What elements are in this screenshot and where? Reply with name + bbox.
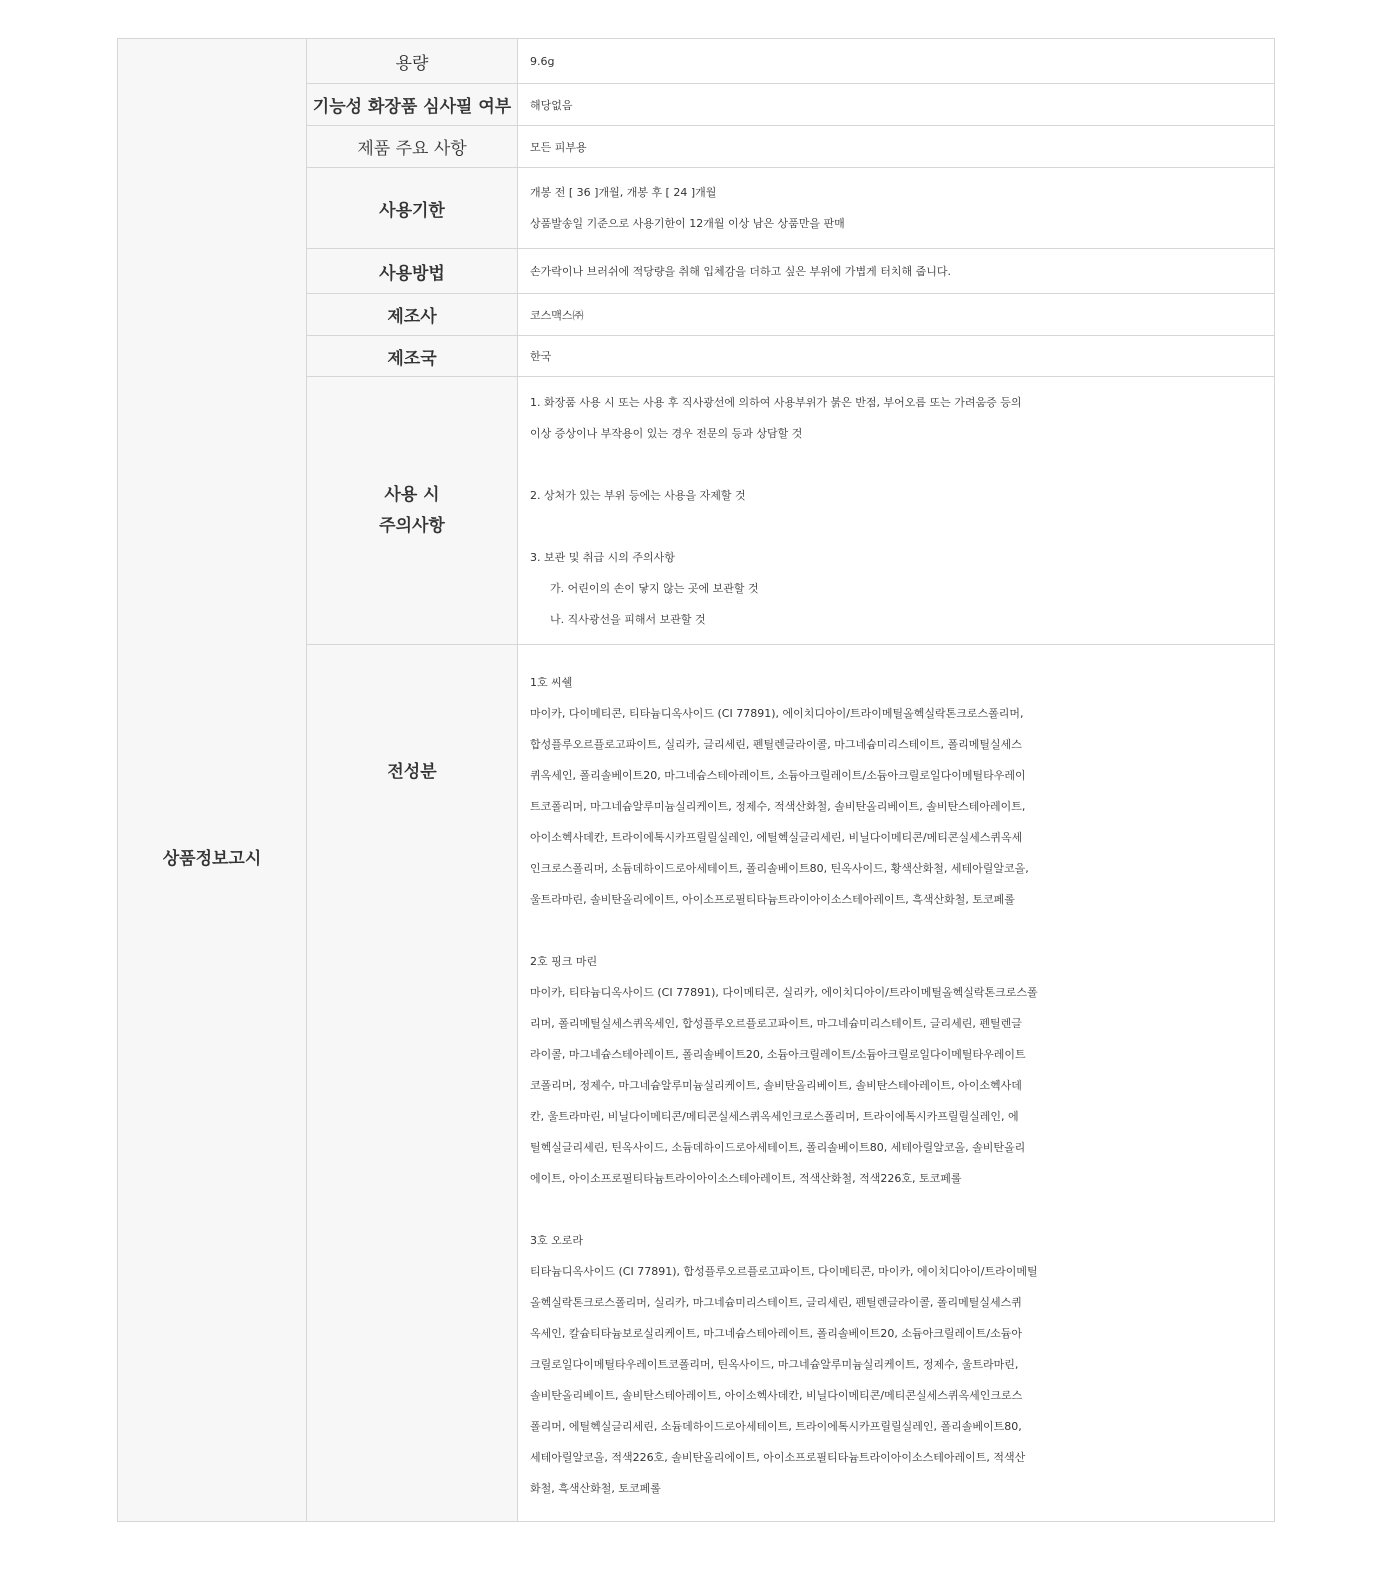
caution-label <box>307 377 518 645</box>
ingredient-line: 인크로스폴리머, 소듐데하이드로아세테이트, 폴리솔베이트80, 틴옥사이드, 황색산화철, 세테아릴알코올, <box>530 862 1029 875</box>
ingredient-line: 마이카, 다이메티콘, 티타늄디옥사이드 (CI 77891), 에이치디아이/트라이메틸올헥실락톤크로스폴리머, <box>530 707 1024 720</box>
caution-line: 이상 증상이나 부작용이 있는 경우 전문의 등과 상담할 것 <box>530 426 803 440</box>
category-cell <box>118 39 307 1522</box>
ingredient-line: 옥세인, 칼슘티타늄보로실리케이트, 마그네슘스테아레이트, 폴리솔베이트20, 소듐아크릴레이트/소듐아 <box>530 1327 1022 1340</box>
ingredient-line: 코폴리머, 정제수, 마그네슘알루미늄실리케이트, 솔비탄올리베이트, 솔비탄스테아레이트, 아이소헥사데 <box>530 1079 1022 1092</box>
ingredient-line: 올헥실락톤크로스폴리머, 실리카, 마그네슘미리스테이트, 글리세린, 펜틸렌글라이콜, 폴리메틸실세스퀴 <box>530 1296 1022 1309</box>
ingredient-line: 트코폴리머, 마그네슘알루미늄실리케이트, 정제수, 적색산화철, 솔비탄올리베이트, 솔비탄스테아레이트, <box>530 800 1026 813</box>
ingredient-line: 크릴로일다이메틸타우레이트코폴리머, 틴옥사이드, 마그네슘알루미늄실리케이트, 정제수, 울트라마린, <box>530 1358 1019 1371</box>
ingredients-label: 전성분 <box>307 645 518 1522</box>
ingredient-line: 에이트, 아이소프로필티타늄트라이아이소스테아레이트, 적색산화철, 적색226호, 토코페롤 <box>530 1172 962 1185</box>
usage-value: 손가락이나 브러쉬에 적당량을 취해 입체감을 더하고 싶은 부위에 가볍게 터치해 줍니다. <box>518 249 1275 294</box>
ingredient-line: 티타늄디옥사이드 (CI 77891), 합성플루오르플로고파이트, 다이메티콘, 마이카, 에이치디아이/트라이메틸 <box>530 1265 1038 1278</box>
functional-label: 기능성 화장품 심사필 여부 <box>307 84 518 126</box>
country-value: 한국 <box>518 336 1275 377</box>
caution-line: 2. 상처가 있는 부위 등에는 사용을 자제할 것 <box>530 488 746 502</box>
expiry-line: 상품발송일 기준으로 사용기한이 12개월 이상 남은 상품만을 판매 <box>530 217 845 230</box>
ingredient-line: 폴리머, 에틸헥실글리세린, 소듐데하이드로아세테이트, 트라이에톡시카프릴릴실레인, 폴리솔베이트80, <box>530 1420 1022 1433</box>
ingredient-line: 라이콜, 마그네슘스테아레이트, 폴리솔베이트20, 소듐아크릴레이트/소듐아크릴로일다이메틸타우레이트 <box>530 1048 1026 1061</box>
expiry-label: 사용기한 <box>307 168 518 249</box>
caution-subline: 나. 직사광선을 피해서 보관할 것 <box>550 612 706 626</box>
ingredient-line: 화철, 흑색산화철, 토코페롤 <box>530 1482 661 1495</box>
volume-label: 용량 <box>307 39 518 84</box>
ingredient-line: 퀴옥세인, 폴리솔베이트20, 마그네슘스테아레이트, 소듐아크릴레이트/소듐아크릴로일다이메틸타우레이 <box>530 769 1026 782</box>
caution-line: 3. 보관 및 취급 시의 주의사항 <box>530 550 675 564</box>
category-label: 상품정보고시 <box>162 849 262 869</box>
ingredients-value <box>518 645 1275 1522</box>
caution-line: 1. 화장품 사용 시 또는 사용 후 직사광선에 의하여 사용부위가 붉은 반점, 부어오름 또는 가려움증 등의 <box>530 395 1022 409</box>
usage-label: 사용방법 <box>307 249 518 294</box>
ingredient-line: 칸, 울트라마린, 비닐다이메티콘/메티콘실세스퀴옥세인크로스폴리머, 트라이에톡시카프릴릴실레인, 에 <box>530 1110 1019 1123</box>
volume-value: 9.6g <box>518 39 1275 84</box>
ingredient-line: 마이카, 티타늄디옥사이드 (CI 77891), 다이메티콘, 실리카, 에이치디아이/트라이메틸올헥실락톤크로스폴 <box>530 986 1038 999</box>
caution-value <box>518 377 1275 645</box>
ingredient-line: 틸헥실글리세린, 틴옥사이드, 소듐데하이드로아세테이트, 폴리솔베이트80, 세테아릴알코올, 솔비탄올리 <box>530 1141 1026 1154</box>
manufacturer-label: 제조사 <box>307 294 518 336</box>
main-spec-label: 제품 주요 사항 <box>307 126 518 168</box>
caution-label-line: 사용 시 <box>384 484 440 505</box>
country-label: 제조국 <box>307 336 518 377</box>
ingredient-line: 솔비탄올리베이트, 솔비탄스테아레이트, 아이소헥사데칸, 비닐다이메티콘/메티콘실세스퀴옥세인크로스 <box>530 1389 1023 1402</box>
main-spec-value: 모든 피부용 <box>518 126 1275 168</box>
caution-label-line: 주의사항 <box>379 515 445 536</box>
product-info-table <box>117 38 1275 1522</box>
shade-name: 1호 씨쉘 <box>530 676 573 689</box>
ingredient-line: 리머, 폴리메틸실세스퀴옥세인, 합성플루오르플로고파이트, 마그네슘미리스테이트, 글리세린, 펜틸렌글 <box>530 1017 1022 1030</box>
caution-subline: 가. 어린이의 손이 닿지 않는 곳에 보관할 것 <box>550 581 759 595</box>
ingredient-line: 아이소헥사데칸, 트라이에톡시카프릴릴실레인, 에틸헥실글리세린, 비닐다이메티콘/메티콘실세스퀴옥세 <box>530 831 1023 844</box>
shade-name: 2호 핑크 마린 <box>530 955 598 968</box>
ingredient-line: 세테아릴알코올, 적색226호, 솔비탄올리에이트, 아이소프로필티타늄트라이아이소스테아레이트, 적색산 <box>530 1451 1026 1464</box>
functional-value: 해당없음 <box>518 84 1275 126</box>
expiry-value <box>518 168 1275 249</box>
ingredient-line: 울트라마린, 솔비탄올리에이트, 아이소프로필티타늄트라이아이소스테아레이트, 흑색산화철, 토코페롤 <box>530 893 1015 906</box>
shade-name: 3호 오로라 <box>530 1234 583 1247</box>
manufacturer-value: 코스맥스㈜ <box>518 294 1275 336</box>
expiry-line: 개봉 전 [ 36 ]개월, 개봉 후 [ 24 ]개월 <box>530 186 717 199</box>
ingredient-line: 합성플루오르플로고파이트, 실리카, 글리세린, 펜틸렌글라이콜, 마그네슘미리스테이트, 폴리메틸실세스 <box>530 738 1022 751</box>
